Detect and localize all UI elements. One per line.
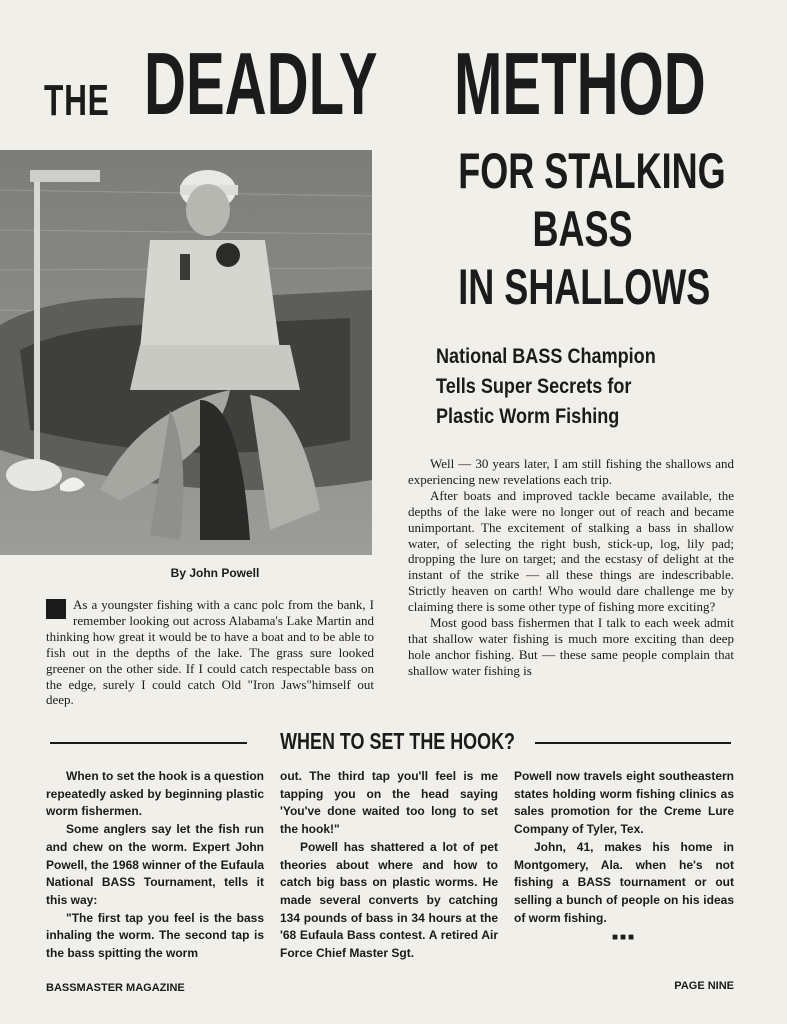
headline-the: THE [44, 76, 110, 125]
section-heading-text: WHEN TO SET THE HOOK? [280, 728, 516, 754]
sidebar-column-3 [514, 768, 734, 947]
sidebar-paragraph: Some anglers say let the fish run and chew on the worm. Expert John Powell, the 1968 winner of the Eufaula National BASS Tournament, tells it this way: [46, 822, 264, 907]
heading-rule-left [50, 742, 247, 744]
subtitle-line: IN SHALLOWS [458, 259, 711, 315]
subtitle-line: BASS [532, 201, 633, 257]
sidebar-paragraph: John, 41, makes his home in Montgomery, Ala. when he's not fishing a BASS tournament or out selling a bunch of people on his ideas of worm fishing. [514, 839, 734, 925]
heading-rule-right [535, 742, 731, 744]
intro-paragraph [46, 597, 374, 708]
headline-deadly: DEADLY [144, 34, 378, 133]
angler-photo [0, 150, 372, 555]
subtitle-line: FOR STALKING [458, 143, 726, 199]
sidebar-paragraph: When to set the hook is a question repeatedly asked by beginning plastic worm fishermen. [46, 769, 265, 819]
sidebar-paragraph: Powell has shattered a lot of pet theories about where and how to catch big bass on plastic worms. He made several converts by catching 134 pounds of bass in 34 hours at the '68 Eufaula Bass contest. A retired Air Force Chief Master Sgt. [280, 839, 498, 961]
headline [44, 34, 764, 133]
byline: By John Powell [170, 566, 260, 580]
body-paragraph: Most good bass fishermen that I talk to each week admit that shallow water fishing is much more exciting than deep hole anchor fishing. But — these same people complain that shallow water fishing is [408, 615, 734, 678]
deck [436, 342, 756, 432]
body-column [408, 456, 734, 679]
drop-square [46, 599, 66, 619]
sidebar-paragraph: out. The third tap you'll feel is me tapping you on the head saying 'You've done waited too long to set the hook!" [280, 769, 498, 837]
body-paragraph: After boats and improved tackle became available, the depths of the lake were no longer out of reach and became unimportant. The excitement of stalking a bass in shallow water, of selecting the right bush, stick-up, log, lily pad; dropping the lure on target; and the ecstasy of delight at the instant of the strike — all these things are indescribable. Strictly heaven on carth! Who would dare challenge me by claiming there is some other type of fishing more exciting? [408, 487, 734, 615]
deck-line: Plastic Worm Fishing [436, 405, 620, 428]
sidebar-column-1 [46, 768, 264, 963]
deck-line: National BASS Champion [436, 345, 656, 368]
deck-line: Tells Super Secrets for [436, 375, 632, 398]
sidebar-column-2 [280, 768, 498, 963]
sidebar-paragraph: "The first tap you feel is the bass inhaling the worm. The second tap is the bass spitting the worm [46, 910, 264, 961]
subtitle [410, 142, 755, 316]
footer-magazine: BASSMASTER MAGAZINE [46, 982, 185, 994]
body-paragraph: Well — 30 years later, I am still fishing the shallows and experiencing new revelations each trip. [408, 456, 734, 487]
end-mark: ■■■ [611, 932, 637, 944]
intro-text: As a youngster fishing with a canc polc from the bank, I remember looking out across Alabama's Lake Martin and thinking how great it would be to have a boat and to be able to fish out in the depths of the lake. The grass sure looked greener on the other side. If I could catch respectable bass on the edge, surely I could catch Old "Iron Jaws"himself out deep. [46, 597, 374, 708]
footer-page-number: PAGE NINE [674, 980, 734, 992]
headline-method: METHOD [454, 34, 706, 133]
sidebar-paragraph: Powell now travels eight southeastern states holding worm fishing clinics as sales promotion for the Creme Lure Company of Tyler, Tex. [514, 769, 734, 837]
section-heading [247, 728, 537, 755]
